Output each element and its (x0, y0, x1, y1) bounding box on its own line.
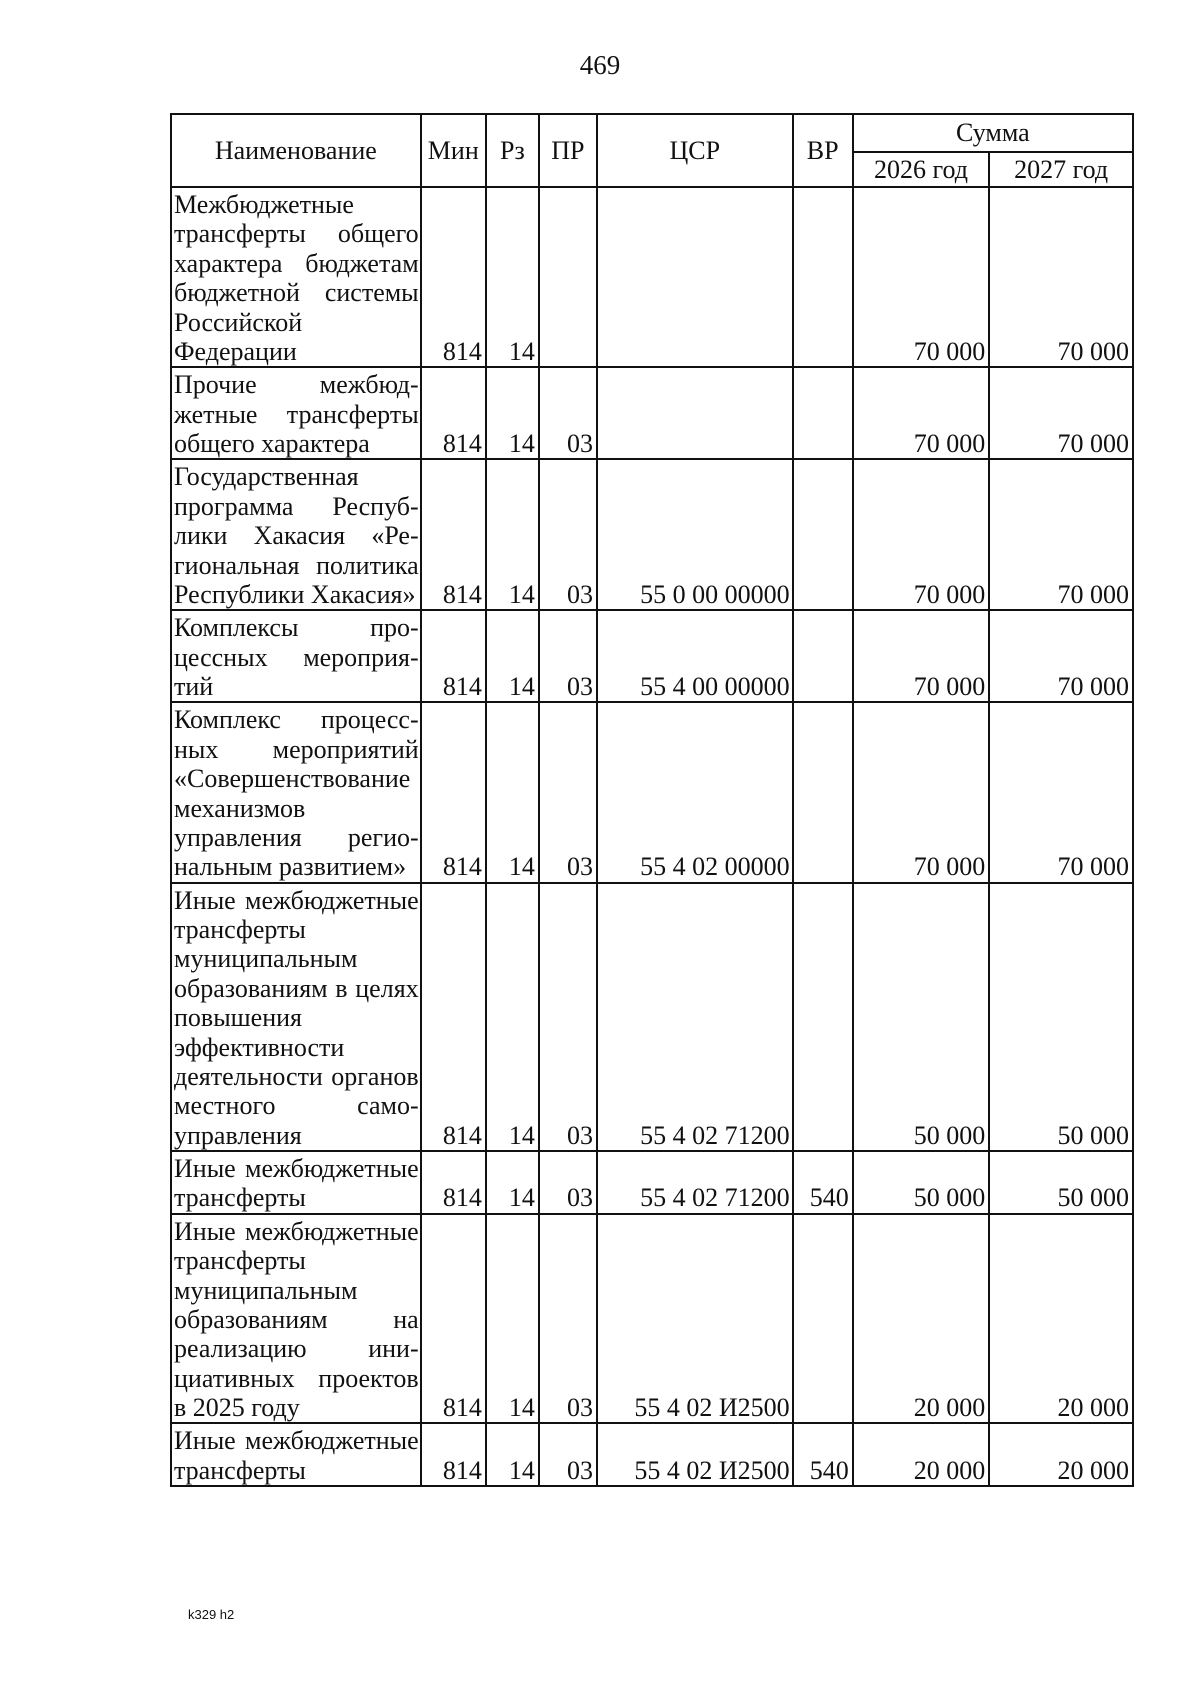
row-min: 814 (421, 367, 486, 459)
row-sum-2027: 50 000 (989, 1151, 1133, 1214)
header-rz: Рз (486, 114, 539, 187)
row-name: Государственная программа Республики Хакасия «Региональная политика Республики Хакасия» (171, 459, 421, 610)
header-pr: ПР (539, 114, 597, 187)
row-sum-2026: 70 000 (853, 610, 990, 702)
row-csr: 55 4 02 И2500 (597, 1423, 793, 1486)
header-min: Мин (421, 114, 486, 187)
row-min: 814 (421, 883, 486, 1151)
row-min: 814 (421, 610, 486, 702)
row-rz: 14 (486, 702, 539, 882)
row-sum-2027: 70 000 (989, 702, 1133, 882)
row-min: 814 (421, 1214, 486, 1424)
row-csr: 55 4 02 71200 (597, 1151, 793, 1214)
row-vr (793, 702, 853, 882)
row-vr (793, 367, 853, 459)
row-rz: 14 (486, 187, 539, 367)
table-body (171, 187, 1133, 1486)
row-pr: 03 (539, 610, 597, 702)
row-rz: 14 (486, 1214, 539, 1424)
row-vr (793, 459, 853, 610)
budget-table (170, 113, 1134, 1487)
row-name: Прочие межбюджетные трансферты общего характера (171, 367, 421, 459)
header-vr: ВР (793, 114, 853, 187)
row-sum-2026: 70 000 (853, 702, 990, 882)
table-row (171, 883, 1133, 1151)
row-sum-2026: 20 000 (853, 1423, 990, 1486)
row-name: Иные межбюджетные трансферты муниципальным образованиям в целях повышения эффективности деятельности органов местного самоуправления (171, 883, 421, 1151)
row-csr (597, 367, 793, 459)
table-row (171, 187, 1133, 367)
row-vr: 540 (793, 1423, 853, 1486)
row-sum-2026: 70 000 (853, 367, 990, 459)
row-csr: 55 4 02 И2500 (597, 1214, 793, 1424)
row-vr (793, 187, 853, 367)
row-csr: 55 4 02 71200 (597, 883, 793, 1151)
row-min: 814 (421, 702, 486, 882)
row-sum-2027: 70 000 (989, 459, 1133, 610)
header-year-2026: 2026 год (853, 152, 990, 187)
row-rz: 14 (486, 367, 539, 459)
row-name: Комплексы процессных мероприятий (171, 610, 421, 702)
row-csr: 55 4 00 00000 (597, 610, 793, 702)
row-sum-2027: 20 000 (989, 1214, 1133, 1424)
row-pr: 03 (539, 1151, 597, 1214)
row-rz: 14 (486, 1423, 539, 1486)
row-min: 814 (421, 187, 486, 367)
row-sum-2027: 70 000 (989, 367, 1133, 459)
table-row (171, 367, 1133, 459)
row-pr (539, 187, 597, 367)
row-sum-2026: 70 000 (853, 187, 990, 367)
row-name: Комплекс процессных мероприятий «Совершенствование механизмов управления региональным развитием» (171, 702, 421, 882)
row-rz: 14 (486, 459, 539, 610)
header-year-2027: 2027 год (989, 152, 1133, 187)
table-row (171, 1151, 1133, 1214)
row-sum-2027: 70 000 (989, 187, 1133, 367)
row-sum-2026: 50 000 (853, 1151, 990, 1214)
row-name: Иные межбюджетные трансферты (171, 1423, 421, 1486)
footer-code: k329 h2 (188, 1607, 235, 1622)
row-min: 814 (421, 459, 486, 610)
row-sum-2026: 20 000 (853, 1214, 990, 1424)
row-rz: 14 (486, 1151, 539, 1214)
header-sum: Сумма (853, 114, 1133, 152)
row-vr (793, 1214, 853, 1424)
row-sum-2027: 70 000 (989, 610, 1133, 702)
row-csr (597, 187, 793, 367)
row-sum-2027: 20 000 (989, 1423, 1133, 1486)
row-csr: 55 4 02 00000 (597, 702, 793, 882)
row-rz: 14 (486, 610, 539, 702)
table-row (171, 1214, 1133, 1424)
row-min: 814 (421, 1423, 486, 1486)
row-vr (793, 610, 853, 702)
row-pr: 03 (539, 1214, 597, 1424)
row-rz: 14 (486, 883, 539, 1151)
row-pr: 03 (539, 1423, 597, 1486)
header-name: Наименование (171, 114, 421, 187)
row-name: Иные межбюджетные трансферты (171, 1151, 421, 1214)
header-csr: ЦСР (597, 114, 793, 187)
row-pr: 03 (539, 702, 597, 882)
table-row (171, 702, 1133, 882)
table-header (171, 114, 1133, 187)
row-vr (793, 883, 853, 1151)
row-csr: 55 0 00 00000 (597, 459, 793, 610)
page-number: 469 (579, 50, 621, 80)
row-min: 814 (421, 1151, 486, 1214)
row-pr: 03 (539, 367, 597, 459)
row-name: Иные межбюджетные трансферты муниципальным образованиям на реализацию инициативных проектов в 2025 году (171, 1214, 421, 1424)
row-sum-2027: 50 000 (989, 883, 1133, 1151)
table-row (171, 1423, 1133, 1486)
row-pr: 03 (539, 459, 597, 610)
table-row (171, 610, 1133, 702)
row-pr: 03 (539, 883, 597, 1151)
table-row (171, 459, 1133, 610)
row-vr: 540 (793, 1151, 853, 1214)
row-sum-2026: 50 000 (853, 883, 990, 1151)
row-sum-2026: 70 000 (853, 459, 990, 610)
row-name: Межбюджетные трансферты общего характера бюджетам бюджетной системы Российской Федерации (171, 187, 421, 367)
